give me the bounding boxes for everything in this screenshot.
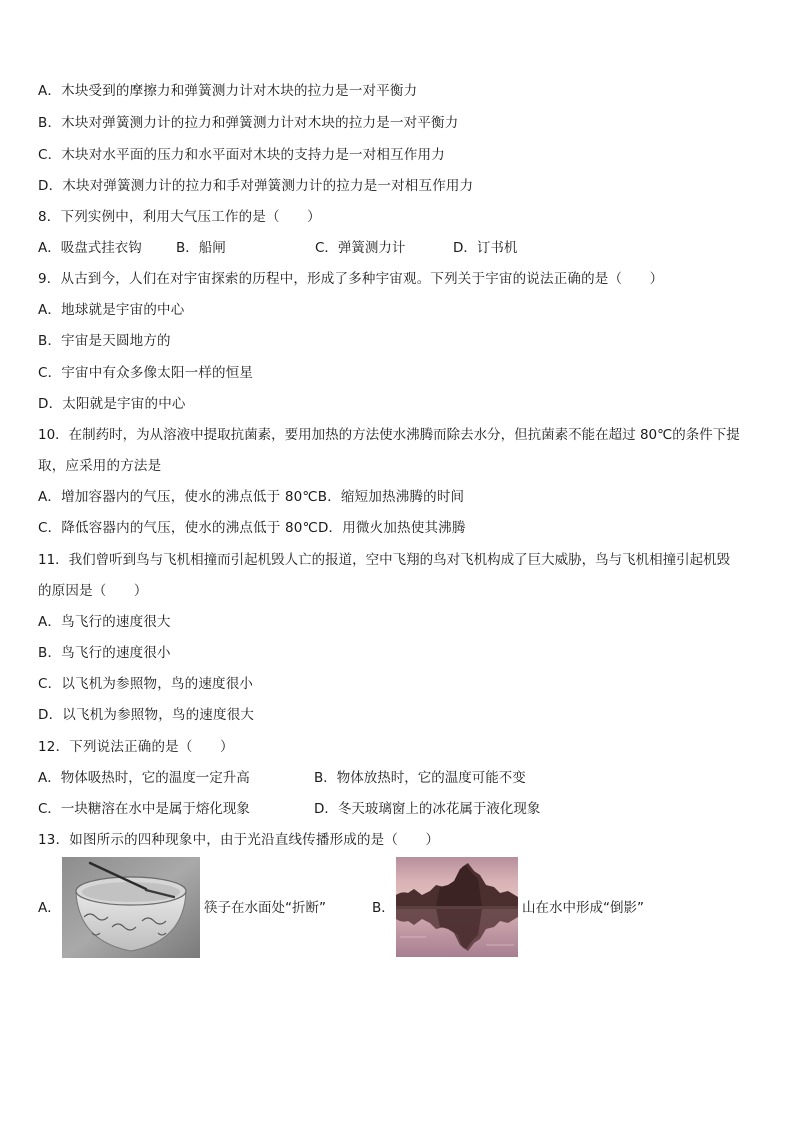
q8-option-c: C．弹簧测力计 (315, 240, 406, 256)
q10-option-cd: C．降低容器内的气压，使水的沸点低于 80℃D．用微火加热使其沸腾 (38, 520, 466, 536)
q10-stem-line2: 取，应采用的方法是 (38, 458, 162, 474)
q9-option-a: A．地球就是宇宙的中心 (38, 302, 185, 318)
q7-option-c: C．木块对水平面的压力和水平面对木块的支持力是一对相互作用力 (38, 147, 445, 163)
bowl-chopstick-image (62, 857, 200, 958)
q12-option-c: C．一块糖溶在水中是属于熔化现象 (38, 801, 250, 817)
q7-option-a: A．木块受到的摩擦力和弹簧测力计对木块的拉力是一对平衡力 (38, 83, 418, 99)
q11-option-b: B．鸟飞行的速度很小 (38, 645, 171, 661)
q11-option-d: D．以飞机为参照物，鸟的速度很大 (38, 707, 255, 723)
q8-stem: 8．下列实例中，利用大气压工作的是（ ） (38, 209, 321, 225)
q13-figures (38, 857, 738, 959)
q9-option-d: D．太阳就是宇宙的中心 (38, 396, 186, 412)
q13-option-a-label: A． (38, 900, 61, 916)
q12-stem: 12．下列说法正确的是（ ） (38, 739, 234, 755)
q11-option-c: C．以飞机为参照物，鸟的速度很小 (38, 676, 254, 692)
mountain-reflection-image (396, 857, 518, 957)
q7-option-b: B．木块对弹簧测力计的拉力和弹簧测力计对木块的拉力是一对平衡力 (38, 115, 459, 131)
q11-stem-line1: 11．我们曾听到鸟与飞机相撞而引起机毁人亡的报道，空中飞翔的鸟对飞机构成了巨大威胁，鸟与飞机相撞引起机毁 (38, 552, 731, 568)
q8-option-a: A．吸盘式挂衣钩 (38, 240, 142, 256)
q10-stem-line1: 10．在制药时，为从溶液中提取抗菌素，要用加热的方法使水沸腾而除去水分，但抗菌素不能在超过 80℃的条件下提 (38, 427, 740, 443)
q9-option-b: B．宇宙是天圆地方的 (38, 333, 171, 349)
q13-option-b-label: B． (372, 900, 395, 916)
q11-stem-line2: 的原因是（ ） (38, 583, 148, 599)
q8-option-b: B．船闸 (176, 240, 226, 256)
q13-option-a-caption: 筷子在水面处“折断” (204, 900, 326, 916)
q12-option-d: D．冬天玻璃窗上的冰花属于液化现象 (314, 801, 541, 817)
q8-option-d: D．订书机 (453, 240, 518, 256)
q12-option-b: B．物体放热时，它的温度可能不变 (314, 770, 526, 786)
q10-option-ab: A．增加容器内的气压，使水的沸点低于 80℃B．缩短加热沸腾的时间 (38, 489, 465, 505)
q13-option-b-caption: 山在水中形成“倒影” (522, 900, 644, 916)
q12-option-a: A．物体吸热时，它的温度一定升高 (38, 770, 250, 786)
q9-option-c: C．宇宙中有众多像太阳一样的恒星 (38, 365, 254, 381)
q13-stem: 13．如图所示的四种现象中，由于光沿直线传播形成的是（ ） (38, 832, 440, 848)
q9-stem: 9．从古到今，人们在对宇宙探索的历程中，形成了多种宇宙观。下列关于宇宙的说法正确的是（ ） (38, 271, 664, 287)
q11-option-a: A．鸟飞行的速度很大 (38, 614, 171, 630)
q7-option-d: D．木块对弹簧测力计的拉力和手对弹簧测力计的拉力是一对相互作用力 (38, 178, 474, 194)
